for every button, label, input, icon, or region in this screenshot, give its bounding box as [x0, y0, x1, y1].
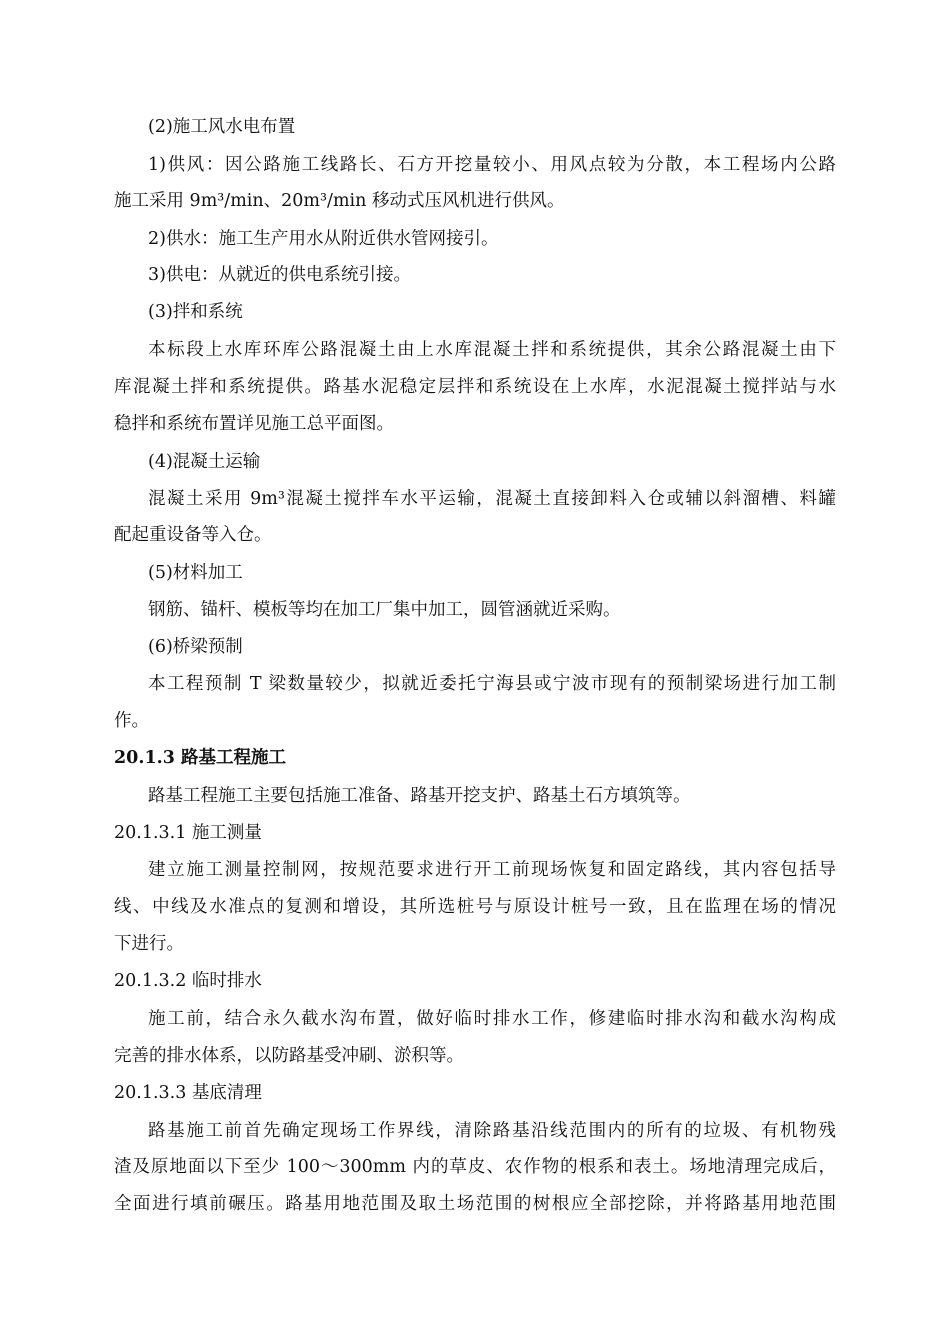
paragraph-line: 稳拌和系统布置详见施工总平面图。 — [114, 414, 394, 434]
paragraph-line: 库混凝土拌和系统提供。路基水泥稳定层拌和系统设在上水库，水泥混凝土搅拌站与水 — [114, 377, 836, 397]
paragraph-line: 建立施工测量控制网，按规范要求进行开工前现场恢复和固定路线，其内容包括导 — [148, 860, 836, 880]
paragraph-line: 2)供水：施工生产用水从附近供水管网接引。 — [148, 229, 499, 249]
paragraph-line: 混凝土采用 9m³混凝土搅拌车水平运输，混凝土直接卸料入仓或辅以斜溜槽、料罐 — [148, 489, 836, 509]
paragraph-line: 施工前，结合永久截水沟布置，做好临时排水工作，修建临时排水沟和截水沟构成 — [148, 1009, 836, 1029]
paragraph-line: 钢筋、锚杆、模板等均在加工厂集中加工，圆管涵就近采购。 — [148, 600, 621, 620]
paragraph-line: 路基工程施工主要包括施工准备、路基开挖支护、路基土石方填筑等。 — [148, 786, 691, 806]
paragraph-line: 配起重设备等入仓。 — [114, 525, 272, 545]
subheading-mixing-system: (3)拌和系统 — [148, 302, 243, 322]
section-heading-roadbed: 20.1.3 路基工程施工 — [114, 748, 286, 768]
subsection-heading-survey: 20.1.3.1 施工测量 — [114, 823, 262, 843]
subheading-power-water-wind: (2)施工风水电布置 — [148, 117, 296, 137]
paragraph-line: 本标段上水库环库公路混凝土由上水库混凝土拌和系统提供，其余公路混凝土由下 — [148, 340, 836, 360]
paragraph-line: 作。 — [114, 711, 149, 731]
paragraph-line: 下进行。 — [114, 934, 184, 954]
paragraph-line: 路基施工前首先确定现场工作界线，清除路基沿线范围内的所有的垃圾、有机物残 — [148, 1121, 836, 1141]
subheading-concrete-transport: (4)混凝土运输 — [148, 452, 261, 472]
paragraph-line: 渣及原地面以下至少 100～300mm 内的草皮、农作物的根系和表土。场地清理完成后， — [114, 1157, 836, 1177]
paragraph-line: 线、中线及水准点的复测和增设，其所选桩号与原设计桩号一致，且在监理在场的情况 — [114, 897, 836, 917]
subsection-heading-clearing: 20.1.3.3 基底清理 — [114, 1083, 262, 1103]
paragraph-line: 1)供风：因公路施工线路长、石方开挖量较小、用风点较为分散，本工程场内公路 — [148, 155, 836, 175]
paragraph-line: 3)供电：从就近的供电系统引接。 — [148, 265, 411, 285]
paragraph-line: 完善的排水体系，以防路基受冲刷、淤积等。 — [114, 1046, 464, 1066]
subheading-material-processing: (5)材料加工 — [148, 563, 243, 583]
paragraph-line: 本工程预制 T 梁数量较少，拟就近委托宁海县或宁波市现有的预制梁场进行加工制 — [148, 674, 836, 694]
paragraph-line: 全面进行填前碾压。路基用地范围及取土场范围的树根应全部挖除，并将路基用地范围 — [114, 1194, 836, 1214]
subsection-heading-drainage: 20.1.3.2 临时排水 — [114, 971, 262, 991]
paragraph-line: 施工采用 9m³/min、20m³/min 移动式压风机进行供风。 — [114, 191, 565, 211]
subheading-bridge-prefab: (6)桥梁预制 — [148, 637, 243, 657]
